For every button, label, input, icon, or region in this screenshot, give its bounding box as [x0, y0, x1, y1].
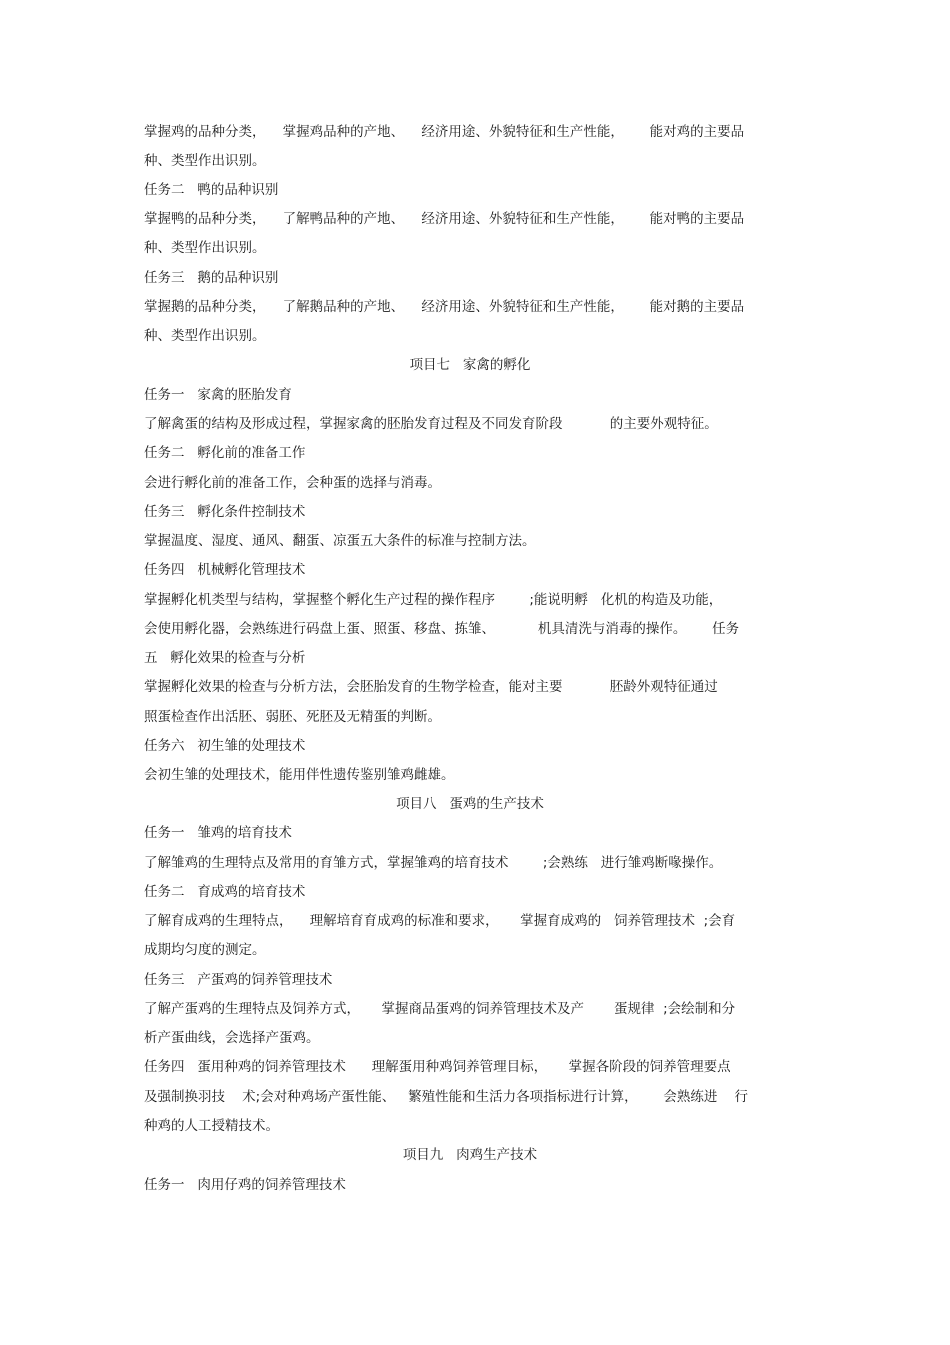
text-line: 了解产蛋鸡的生理特点及饲养方式， 掌握商品蛋鸡的饲养管理技术及产 蛋规律 ;会绘制和分: [144, 1001, 736, 1017]
task-title: 任务三 孵化条件控制技术: [144, 504, 306, 520]
task-title: 任务二 鸭的品种识别: [144, 182, 279, 198]
task-title: 任务一 肉用仔鸡的饲养管理技术: [144, 1177, 346, 1193]
text-line: 析产蛋曲线，会选择产蛋鸡。: [144, 1030, 320, 1046]
text-line: 种、类型作出识别。: [144, 328, 266, 344]
text-line: 了解禽蛋的结构及形成过程，掌握家禽的胚胎发育过程及不同发育阶段 的主要外观特征。: [144, 416, 718, 432]
text-line: 掌握孵化机类型与结构，掌握整个孵化生产过程的操作程序 ;能说明孵 化机的构造及功能，: [144, 592, 723, 608]
text-line: 会初生雏的处理技术，能用伴性遗传鉴别雏鸡雌雄。: [144, 767, 455, 783]
task-title: 任务四 机械孵化管理技术: [144, 562, 306, 578]
section-heading: 项目七 家禽的孵化: [409, 357, 531, 373]
task-title: 任务三 产蛋鸡的饲养管理技术: [144, 972, 333, 988]
task-title: 任务一 雏鸡的培育技术: [144, 825, 292, 841]
task-title: 任务二 孵化前的准备工作: [144, 445, 306, 461]
task-title: 五 孵化效果的检查与分析: [144, 650, 306, 666]
text-line: 成期均匀度的测定。: [144, 942, 266, 958]
text-line: 掌握鹅的品种分类， 了解鹅品种的产地、 经济用途、外貌特征和生产性能， 能对鹅的主要品: [144, 299, 745, 315]
text-line: 及强制换羽技 术;会对种鸡场产蛋性能、 繁殖性能和生活力各项指标进行计算， 会熟练进 行: [144, 1089, 748, 1105]
text-line: 种鸡的人工授精技术。: [144, 1118, 279, 1134]
text-line: 照蛋检查作出活胚、弱胚、死胚及无精蛋的判断。: [144, 709, 441, 725]
text-line: 种、类型作出识别。: [144, 240, 266, 256]
text-line: 了解育成鸡的生理特点， 理解培育育成鸡的标准和要求， 掌握育成鸡的 饲养管理技术 ;会育: [144, 913, 736, 929]
task-title: 任务三 鹅的品种识别: [144, 270, 279, 286]
text-line: 掌握鸭的品种分类， 了解鸭品种的产地、 经济用途、外貌特征和生产性能， 能对鸭的主要品: [144, 211, 745, 227]
text-line: 掌握温度、湿度、通风、翻蛋、凉蛋五大条件的标准与控制方法。: [144, 533, 536, 549]
text-line: 会使用孵化器，会熟练进行码盘上蛋、照蛋、移盘、拣雏、 机具清洗与消毒的操作。 任务: [144, 621, 740, 637]
task-title: 任务二 育成鸡的培育技术: [144, 884, 306, 900]
section-heading: 项目八 蛋鸡的生产技术: [396, 796, 544, 812]
task-title: 任务四 蛋用种鸡的饲养管理技术 理解蛋用种鸡饲养管理目标， 掌握各阶段的饲养管理要点: [144, 1059, 731, 1075]
task-title: 任务六 初生雏的处理技术: [144, 738, 306, 754]
task-title: 任务一 家禽的胚胎发育: [144, 387, 292, 403]
section-heading: 项目九 肉鸡生产技术: [402, 1147, 538, 1163]
text-line: 掌握鸡的品种分类， 掌握鸡品种的产地、 经济用途、外貌特征和生产性能， 能对鸡的主要品: [144, 124, 745, 140]
text-line: 会进行孵化前的准备工作，会种蛋的选择与消毒。: [144, 475, 441, 491]
text-line: 掌握孵化效果的检查与分析方法，会胚胎发育的生物学检查，能对主要 胚龄外观特征通过: [144, 679, 718, 695]
text-line: 种、类型作出识别。: [144, 153, 266, 169]
text-line: 了解雏鸡的生理特点及常用的育雏方式，掌握雏鸡的培育技术 ;会熟练 进行雏鸡断喙操作。: [144, 855, 723, 871]
